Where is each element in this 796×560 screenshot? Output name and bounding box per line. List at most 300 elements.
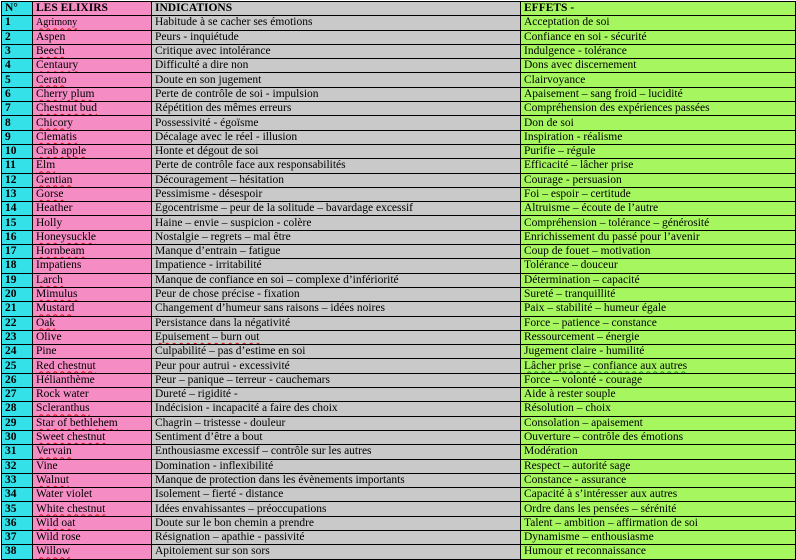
- elixir-name-text: Cerato: [36, 73, 67, 86]
- effet-cell-text: Don de soi: [524, 116, 574, 129]
- elixir-name: [33, 245, 152, 259]
- elixir-name-text: Scleranthus: [36, 402, 90, 415]
- indication-cell-text: Epuisement – burn out: [155, 330, 260, 343]
- indication-cell-text: Perte de contrôle de soi - impulsion: [155, 87, 319, 100]
- indication-cell: [152, 259, 521, 273]
- indication-cell: [152, 530, 521, 544]
- row-number-text: 14: [5, 202, 17, 215]
- elixir-name-text: Vine: [36, 459, 58, 472]
- header-effets: EFFETS -: [521, 2, 796, 16]
- row-number-text: 1: [5, 16, 11, 29]
- table-row: [2, 430, 796, 444]
- effet-cell: [521, 16, 796, 30]
- indication-cell-text: Domination - inflexibilité: [155, 459, 274, 472]
- row-number: [2, 16, 33, 30]
- indication-cell-text: Egocentrisme – peur de la solitude – bavardage excessif: [155, 202, 414, 215]
- row-number: [2, 345, 33, 359]
- effet-cell-text: Indulgence - tolérance: [524, 45, 627, 58]
- elixir-name-text: Wild oat: [36, 516, 76, 529]
- effet-cell: [521, 30, 796, 44]
- indication-cell: [152, 245, 521, 259]
- elixir-name-text: Olive: [36, 330, 62, 343]
- effet-cell-text: Humour et reconnaissance: [524, 545, 646, 558]
- row-number-text: 13: [5, 188, 17, 200]
- row-number: [2, 516, 33, 530]
- indication-cell-text: Impatience - irritabilité: [155, 259, 262, 272]
- row-number: [2, 359, 33, 373]
- row-number-text: 36: [5, 516, 17, 529]
- effet-cell-text: Dons avec discernement: [524, 59, 637, 72]
- indication-cell: [152, 102, 521, 116]
- effet-cell: [521, 545, 796, 559]
- elixir-name-text: Crab apple: [36, 145, 87, 158]
- row-number-text: 31: [5, 445, 17, 458]
- effet-cell: [521, 73, 796, 87]
- indication-cell-text: Dureté – rigidité -: [155, 388, 238, 401]
- effet-cell: [521, 459, 796, 473]
- indication-cell: [152, 173, 521, 187]
- row-number: [2, 545, 33, 559]
- table-row: [2, 402, 796, 416]
- elixir-name: [33, 30, 152, 44]
- elixir-name: [33, 116, 152, 130]
- row-number-text: 23: [5, 330, 17, 343]
- row-number: [2, 330, 33, 344]
- indication-cell: [152, 373, 521, 387]
- row-number: [2, 259, 33, 273]
- row-number-text: 34: [5, 488, 17, 501]
- effet-cell: [521, 502, 796, 516]
- elixir-name-text: Hornbeam: [36, 245, 85, 258]
- indication-cell-text: Possessivité - égoïsme: [155, 116, 259, 129]
- effet-cell-text: Foi – espoir – certitude: [524, 188, 631, 200]
- row-number-text: 2: [5, 30, 11, 43]
- row-number-text: 18: [5, 259, 17, 272]
- row-number: [2, 144, 33, 158]
- effet-cell-text: Purifie – régule: [524, 145, 596, 158]
- effet-cell-text: Acceptation de soi: [524, 16, 610, 29]
- indication-cell-text: Changement d’humeur sans raisons – idées noires: [155, 302, 385, 315]
- table-row: [2, 73, 796, 87]
- indication-cell-text: Peur pour autrui - excessivité: [155, 359, 290, 372]
- elixir-name-text: Impatiens: [36, 259, 82, 272]
- row-number: [2, 44, 33, 58]
- elixir-name: [33, 287, 152, 301]
- row-number: [2, 459, 33, 473]
- row-number-text: 17: [5, 245, 17, 258]
- row-number: [2, 430, 33, 444]
- effet-cell: [521, 388, 796, 402]
- indication-cell: [152, 545, 521, 559]
- indication-cell-text: Répétition des mêmes erreurs: [155, 102, 292, 115]
- effet-cell-text: Ouverture – contrôle des émotions: [524, 431, 684, 444]
- row-number-text: 15: [5, 216, 17, 229]
- elixir-name: [33, 502, 152, 516]
- indication-cell-text: Honte et dégout de soi: [155, 145, 259, 158]
- elixir-name: [33, 459, 152, 473]
- indication-cell-text: Isolement – fierté - distance: [155, 488, 284, 501]
- effet-cell: [521, 516, 796, 530]
- indication-cell: [152, 202, 521, 216]
- effet-cell: [521, 230, 796, 244]
- table-row: [2, 316, 796, 330]
- indication-cell: [152, 16, 521, 30]
- elixir-name-text: Hélianthème: [36, 373, 95, 386]
- row-number-text: 6: [5, 87, 11, 100]
- elixir-name: [33, 316, 152, 330]
- effet-cell-text: Jugement claire - humilité: [524, 345, 645, 358]
- indication-cell: [152, 130, 521, 144]
- indication-cell: [152, 273, 521, 287]
- effet-cell-text: Consolation – apaisement: [524, 416, 643, 429]
- indication-cell: [152, 73, 521, 87]
- effet-cell: [521, 216, 796, 230]
- row-number-text: 28: [5, 402, 17, 415]
- elixir-name-text: Holly: [36, 216, 63, 229]
- effet-cell: [521, 159, 796, 173]
- indication-cell-text: Culpabilité – pas d’estime en soi: [155, 345, 306, 358]
- row-number: [2, 530, 33, 544]
- table-row: [2, 530, 796, 544]
- elixir-name-text: Aspen: [36, 30, 66, 43]
- table-row: [2, 488, 796, 502]
- row-number: [2, 102, 33, 116]
- elixir-name-text: Mustard: [36, 302, 75, 315]
- effet-cell: [521, 330, 796, 344]
- row-number-text: 25: [5, 359, 17, 372]
- effet-cell: [521, 87, 796, 101]
- elixir-name: [33, 516, 152, 530]
- elixir-name: [33, 445, 152, 459]
- row-number: [2, 473, 33, 487]
- indication-cell-text: Apitoiement sur son sors: [155, 545, 270, 558]
- elixir-name-text: Sweet chestnut: [36, 431, 106, 444]
- effet-cell: [521, 59, 796, 73]
- elixir-name: [33, 345, 152, 359]
- effet-cell-text: Paix – stabilité – humeur égale: [524, 302, 667, 315]
- row-number: [2, 73, 33, 87]
- effet-cell: [521, 316, 796, 330]
- elixir-name: [33, 216, 152, 230]
- elixir-name-text: Larch: [36, 273, 63, 286]
- row-number: [2, 173, 33, 187]
- row-number-text: 38: [5, 545, 17, 558]
- elixir-name-text: Star of bethlehem: [36, 416, 118, 429]
- row-number-text: 20: [5, 288, 17, 301]
- row-number-text: 30: [5, 431, 17, 444]
- indication-cell-text: Idées envahissantes – préoccupations: [155, 502, 327, 515]
- row-number: [2, 245, 33, 259]
- effet-cell-text: Clairvoyance: [524, 73, 586, 86]
- row-number-text: 27: [5, 388, 17, 401]
- indication-cell-text: Enthousiasme excessif – contrôle sur les autres: [155, 445, 372, 458]
- indication-cell-text: Peur de chose précise - fixation: [155, 288, 300, 301]
- elixir-name-text: Wild rose: [36, 531, 81, 544]
- elixir-name: [33, 144, 152, 158]
- indication-cell-text: Peurs - inquiétude: [155, 30, 239, 43]
- indication-cell-text: Perte de contrôle face aux responsabilités: [155, 159, 346, 172]
- table-row: [2, 116, 796, 130]
- elixir-name: [33, 416, 152, 430]
- effet-cell-text: Détermination – capacité: [524, 273, 640, 286]
- elixir-name: [33, 102, 152, 116]
- table-row: [2, 416, 796, 430]
- indication-cell-text: Difficulté a dire non: [155, 59, 249, 72]
- indication-cell-text: Nostalgie – regrets – mal être: [155, 230, 291, 243]
- effet-cell: [521, 130, 796, 144]
- header-num: N°: [2, 2, 33, 16]
- elixir-name: [33, 359, 152, 373]
- indication-cell-text: Pessimisme - désespoir: [155, 188, 263, 200]
- row-number-text: 9: [5, 130, 11, 143]
- table-row: [2, 245, 796, 259]
- elixir-name: [33, 430, 152, 444]
- elixir-name-text: Walnut: [36, 473, 69, 486]
- table-row: [2, 87, 796, 101]
- elixir-name-text: Rock water: [36, 388, 89, 401]
- table-row: [2, 359, 796, 373]
- indication-cell: [152, 330, 521, 344]
- effet-cell: [521, 445, 796, 459]
- effet-cell-text: Confiance en soi - sécurité: [524, 30, 647, 43]
- elixir-name-text: Oak: [36, 316, 56, 329]
- elixir-name: [33, 73, 152, 87]
- effet-cell-text: Talent – ambition – affirmation de soi: [524, 516, 698, 529]
- row-number: [2, 502, 33, 516]
- effet-cell-text: Résolution – choix: [524, 402, 611, 415]
- indication-cell: [152, 359, 521, 373]
- table-row: [2, 44, 796, 58]
- effet-cell: [521, 345, 796, 359]
- indication-cell-text: Découragement – hésitation: [155, 173, 285, 186]
- effet-cell-text: Aide à rester souple: [524, 388, 616, 401]
- row-number-text: 7: [5, 102, 11, 115]
- table-row: [2, 102, 796, 116]
- indication-cell-text: Peur – panique – terreur - cauchemars: [155, 373, 330, 386]
- elixir-name: [33, 373, 152, 387]
- elixir-name: [33, 187, 152, 201]
- effet-cell-text: Constance - assurance: [524, 473, 627, 486]
- elixir-name: [33, 402, 152, 416]
- indication-cell: [152, 416, 521, 430]
- indication-cell: [152, 59, 521, 73]
- indication-cell: [152, 44, 521, 58]
- elixir-name-text: Clematis: [36, 130, 77, 143]
- elixir-name-text: Heather: [36, 202, 73, 215]
- effet-cell-text: Capacité à s’intéresser aux autres: [524, 488, 678, 501]
- elixir-name-text: Beech: [36, 45, 65, 58]
- elixir-name-text: Centaury: [36, 59, 79, 72]
- elixirs-table: [1, 1, 796, 560]
- effet-cell: [521, 259, 796, 273]
- row-number-text: 4: [5, 59, 11, 72]
- table-row: [2, 130, 796, 144]
- elixir-name: [33, 44, 152, 58]
- effet-cell-text: Force – volonté - courage: [524, 373, 643, 386]
- row-number: [2, 416, 33, 430]
- effet-cell: [521, 144, 796, 158]
- indication-cell: [152, 502, 521, 516]
- elixir-name-text: Pine: [36, 345, 57, 358]
- row-number-text: 16: [5, 230, 17, 243]
- table-row: [2, 216, 796, 230]
- table-row: [2, 459, 796, 473]
- indication-cell: [152, 159, 521, 173]
- header-indications: INDICATIONS: [152, 2, 521, 16]
- elixir-name: [33, 202, 152, 216]
- row-number-text: 26: [5, 373, 17, 386]
- elixir-name: [33, 173, 152, 187]
- row-number-text: 19: [5, 273, 17, 286]
- indication-cell-text: Résignation – apathie - passivité: [155, 531, 305, 544]
- row-number-text: 35: [5, 502, 17, 515]
- indication-cell: [152, 302, 521, 316]
- elixir-name: [33, 130, 152, 144]
- indication-cell: [152, 430, 521, 444]
- indication-cell-text: Chagrin – tristesse - douleur: [155, 416, 286, 429]
- row-number: [2, 216, 33, 230]
- effet-cell: [521, 373, 796, 387]
- indication-cell-text: Sentiment d’être a bout: [155, 431, 263, 444]
- table-row: [2, 144, 796, 158]
- table-row: [2, 173, 796, 187]
- row-number: [2, 316, 33, 330]
- elixir-name-text: Chicory: [36, 116, 74, 129]
- indication-cell: [152, 87, 521, 101]
- table-row: [2, 516, 796, 530]
- effet-cell: [521, 416, 796, 430]
- effet-cell-text: Dynamisme – enthousiasme: [524, 531, 654, 544]
- elixir-name-text: Agrimony: [36, 17, 78, 29]
- effet-cell: [521, 359, 796, 373]
- effet-cell: [521, 530, 796, 544]
- elixir-name: [33, 530, 152, 544]
- row-number: [2, 388, 33, 402]
- indication-cell-text: Doute sur le bon chemin a prendre: [155, 516, 315, 529]
- elixir-name-text: White chestnut: [36, 502, 106, 515]
- row-number-text: 5: [5, 73, 11, 86]
- effet-cell: [521, 187, 796, 201]
- indication-cell-text: Critique avec intolérance: [155, 45, 271, 58]
- elixir-name: [33, 159, 152, 173]
- table-row: [2, 373, 796, 387]
- row-number-text: 32: [5, 459, 17, 472]
- indication-cell: [152, 473, 521, 487]
- row-number-text: 37: [5, 531, 17, 544]
- table-row: [2, 59, 796, 73]
- effet-cell-text: Efficacité – lâcher prise: [524, 159, 634, 172]
- row-number: [2, 373, 33, 387]
- elixir-name-text: Honeysuckle: [36, 230, 97, 243]
- indication-cell-text: Décalage avec le réel - illusion: [155, 130, 298, 143]
- effet-cell: [521, 302, 796, 316]
- indication-cell: [152, 445, 521, 459]
- indication-cell: [152, 216, 521, 230]
- indication-cell: [152, 116, 521, 130]
- row-number-text: 11: [5, 159, 16, 172]
- effet-cell: [521, 173, 796, 187]
- indication-cell-text: Manque d’entrain – fatigue: [155, 245, 281, 258]
- table-row: [2, 202, 796, 216]
- row-number: [2, 116, 33, 130]
- effet-cell-text: Coup de fouet – motivation: [524, 245, 651, 258]
- effet-cell: [521, 245, 796, 259]
- indication-cell: [152, 187, 521, 201]
- effet-cell: [521, 402, 796, 416]
- elixir-name: [33, 388, 152, 402]
- effet-cell-text: Inspiration - réalisme: [524, 130, 623, 143]
- elixir-name-text: Cherry plum: [36, 87, 95, 100]
- indication-cell-text: Manque de protection dans les évènements importants: [155, 473, 405, 486]
- elixir-name: [33, 488, 152, 502]
- elixir-name: [33, 59, 152, 73]
- indication-cell: [152, 287, 521, 301]
- indication-cell-text: Indécision - incapacité a faire des choix: [155, 402, 338, 415]
- effet-cell-text: Modération: [524, 445, 578, 458]
- effet-cell: [521, 202, 796, 216]
- row-number: [2, 402, 33, 416]
- row-number-text: 8: [5, 116, 11, 129]
- row-number-text: 12: [5, 173, 17, 186]
- indication-cell-text: Persistance dans la négativité: [155, 316, 291, 329]
- row-number: [2, 445, 33, 459]
- table-row: [2, 445, 796, 459]
- indication-cell: [152, 459, 521, 473]
- row-number: [2, 159, 33, 173]
- effet-cell: [521, 430, 796, 444]
- table-row: [2, 345, 796, 359]
- row-number: [2, 488, 33, 502]
- indication-cell: [152, 30, 521, 44]
- effet-cell-text: Compréhension – tolérance – générosité: [524, 216, 710, 229]
- elixir-name: [33, 259, 152, 273]
- indication-cell: [152, 230, 521, 244]
- effet-cell-text: Enrichissement du passé pour l’avenir: [524, 230, 700, 243]
- table-row: [2, 230, 796, 244]
- row-number: [2, 187, 33, 201]
- elixir-name-text: Willow: [36, 545, 71, 558]
- elixir-name-text: Gentian: [36, 173, 73, 186]
- elixir-name: [33, 330, 152, 344]
- elixir-name: [33, 273, 152, 287]
- row-number-text: 10: [5, 145, 17, 158]
- elixir-name-text: Water violet: [36, 488, 93, 501]
- effet-cell-text: Altruisme – écoute de l’autre: [524, 202, 659, 215]
- table-row: [2, 330, 796, 344]
- elixir-name: [33, 302, 152, 316]
- indication-cell: [152, 388, 521, 402]
- header-elixirs: LES ELIXIRS: [33, 2, 152, 16]
- effet-cell-text: Lâcher prise – confiance aux autres: [524, 359, 688, 372]
- elixir-name: [33, 230, 152, 244]
- table-row: [2, 287, 796, 301]
- table-row: [2, 159, 796, 173]
- effet-cell-text: Courage - persuasion: [524, 173, 622, 186]
- indication-cell-text: Haine – envie – suspicion - colère: [155, 216, 312, 229]
- elixir-name-text: Vervain: [36, 445, 72, 458]
- row-number: [2, 287, 33, 301]
- row-number-text: 21: [5, 302, 17, 315]
- indication-cell-text: Habitude à se cacher ses émotions: [155, 16, 313, 29]
- header-row: [2, 2, 796, 16]
- elixir-name-text: Chestnut bud: [36, 102, 98, 115]
- row-number: [2, 30, 33, 44]
- effet-cell: [521, 44, 796, 58]
- row-number: [2, 273, 33, 287]
- elixir-name: [33, 473, 152, 487]
- table-row: [2, 259, 796, 273]
- row-number: [2, 230, 33, 244]
